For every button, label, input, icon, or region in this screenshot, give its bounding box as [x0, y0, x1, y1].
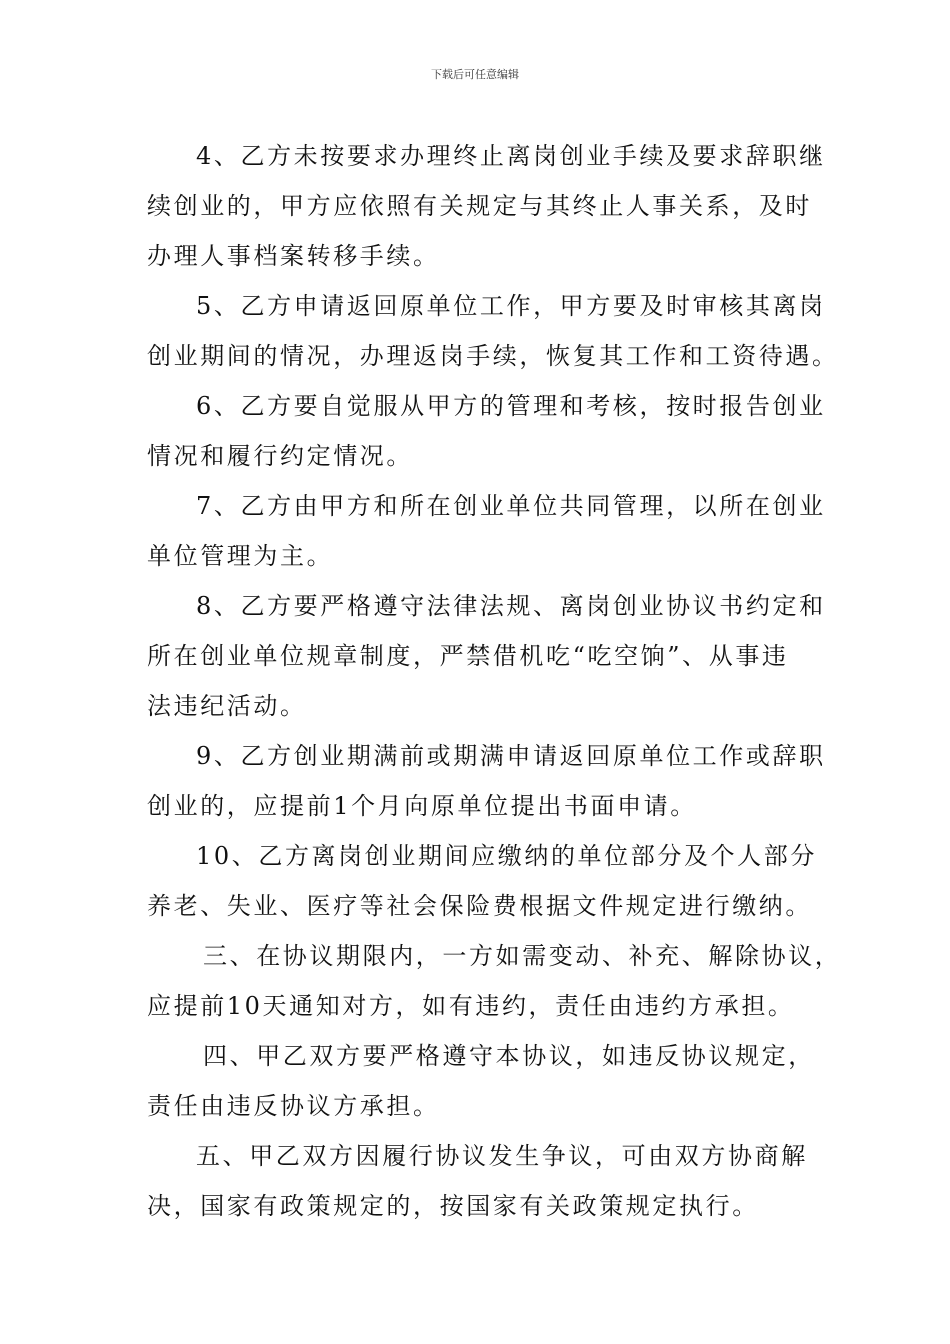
text-line: 责任由违反协议方承担。 [147, 1092, 440, 1120]
section-four [147, 1031, 815, 1131]
text-line: 四、甲乙双方要严格遵守本协议，如违反协议规定， [203, 1042, 815, 1070]
clause-9 [147, 731, 826, 831]
text-line: 情况和履行约定情况。 [147, 442, 413, 470]
text-line: 续创业的，甲方应依照有关规定与其终止人事关系，及时 [147, 192, 812, 220]
text-line: 五、甲乙双方因履行协议发生争议，可由双方协商解 [196, 1142, 808, 1170]
text-line: 6、乙方要自觉服从甲方的管理和考核，按时报告创业 [196, 392, 826, 420]
text-line: 7、乙方由甲方和所在创业单位共同管理，以所在创业 [196, 492, 826, 520]
clause-4 [147, 131, 826, 281]
text-line: 8、乙方要严格遵守法律法规、离岗创业协议书约定和 [196, 592, 826, 620]
text-line: 4、乙方未按要求办理终止离岗创业手续及要求辞职继 [196, 142, 826, 170]
text-line: 创业期间的情况，办理返岗手续，恢复其工作和工资待遇。 [147, 342, 839, 370]
text-line: 养老、失业、医疗等社会保险费根据文件规定进行缴纳。 [147, 892, 812, 920]
section-three [147, 931, 842, 1031]
text-line: 办理人事档案转移手续。 [147, 242, 440, 270]
text-line: 所在创业单位规章制度，严禁借机吃“吃空饷”、从事违 [147, 642, 789, 670]
text-line: 单位管理为主。 [147, 542, 334, 570]
section-five [147, 1131, 812, 1231]
text-line: 9、乙方创业期满前或期满申请返回原单位工作或辞职 [196, 742, 826, 770]
clause-5 [147, 281, 839, 381]
text-line: 法违纪活动。 [147, 692, 307, 720]
text-line: 决，国家有政策规定的，按国家有关政策规定执行。 [147, 1192, 759, 1220]
page-header-note: 下载后可任意编辑 [431, 68, 519, 81]
clause-10 [147, 831, 817, 931]
text-line: 创业的，应提前1个月向原单位提出书面申请。 [147, 792, 697, 820]
text-line: 三、在协议期限内，一方如需变动、补充、解除协议， [203, 942, 842, 970]
clause-7 [147, 481, 826, 581]
text-line: 5、乙方申请返回原单位工作，甲方要及时审核其离岗 [196, 292, 826, 320]
text-line: 10、乙方离岗创业期间应缴纳的单位部分及个人部分 [196, 842, 817, 870]
clause-8 [147, 581, 826, 731]
document-body [147, 131, 842, 1231]
clause-6 [147, 381, 826, 481]
text-line: 应提前10天通知对方，如有违约，责任由违约方承担。 [147, 992, 795, 1020]
